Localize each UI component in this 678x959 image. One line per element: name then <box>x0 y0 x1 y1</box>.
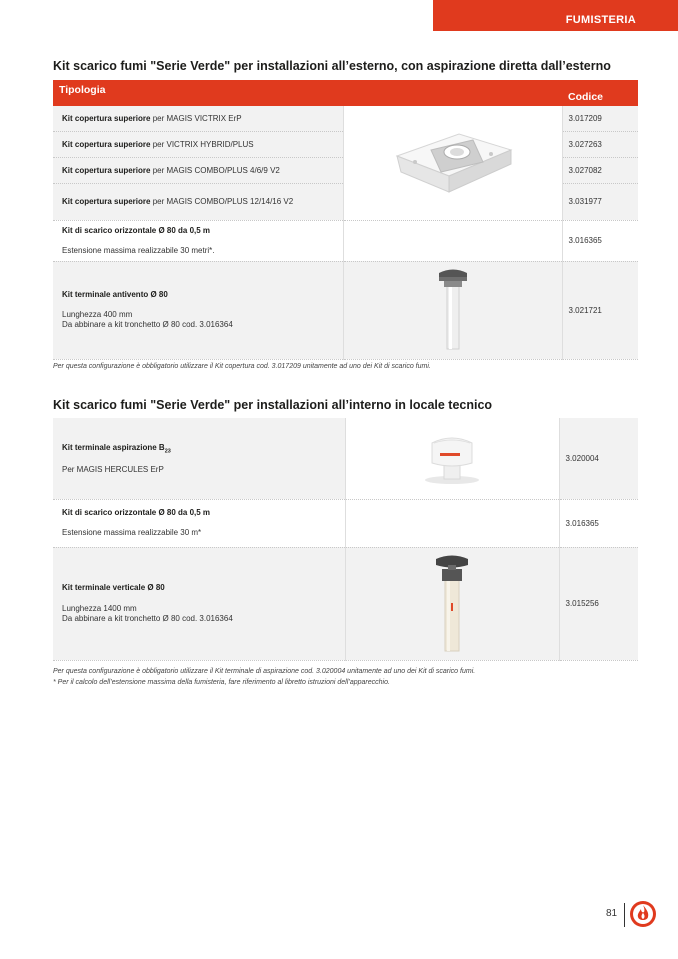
section1-note: Per questa configurazione è obbligatorio utilizzare il Kit copertura cod. 3.017209 unitamente ad uno dei Kit di scarico fumi. <box>53 363 431 370</box>
section-tab: FUMISTERIA <box>433 0 678 31</box>
product-name: Kit di scarico orizzontale Ø 80 da 0,5 m <box>62 225 211 235</box>
page-number: 81 <box>606 908 618 919</box>
product-name: Kit copertura superiore <box>62 165 151 175</box>
product-name: Kit copertura superiore <box>62 139 151 149</box>
product-name: Kit copertura superiore <box>62 113 151 123</box>
col-tipologia: Tipologia <box>53 80 343 106</box>
product-name: Kit terminale verticale Ø 80 <box>62 583 165 592</box>
product-desc: Estensione massima realizzabile 30 m* <box>62 528 202 537</box>
windproof-terminal-image <box>433 267 473 351</box>
section2-title: Kit scarico fumi "Serie Verde" per installazioni all’interno in locale tecnico <box>53 398 493 412</box>
product-code: 3.016365 <box>562 220 638 261</box>
section2-table <box>53 418 638 661</box>
section1-table <box>53 80 638 360</box>
product-code: 3.027263 <box>562 131 638 157</box>
product-name: Kit terminale aspirazione $B_{23}$ <box>62 442 171 455</box>
product-desc: Da abbinare a kit tronchetto Ø 80 cod. 3.016364 <box>62 614 233 623</box>
product-code: 3.020004 <box>559 418 638 499</box>
table-row <box>53 261 638 359</box>
product-desc: Estensione massima realizzabile 30 metri*. <box>62 245 215 255</box>
vertical-terminal-image <box>432 553 472 653</box>
product-image-cell <box>345 418 559 499</box>
section2-footnote: * Per il calcolo dell’estensione massima della fumisteria, fare riferimento al libretto istruzioni dell’apparecchio. <box>53 679 390 686</box>
product-code: 3.017209 <box>562 106 638 131</box>
product-desc: Lunghezza 1400 mm <box>62 604 137 613</box>
table-row <box>53 106 638 131</box>
product-code: 3.015256 <box>559 547 638 660</box>
product-desc: per MAGIS VICTRIX ErP <box>152 113 242 123</box>
product-code: 3.016365 <box>559 499 638 547</box>
table-header <box>53 80 638 106</box>
product-image-cell <box>343 261 562 359</box>
flame-logo-icon <box>629 900 657 928</box>
table-row <box>53 418 638 499</box>
top-cover-kit-image <box>387 126 519 198</box>
product-desc: per MAGIS COMBO/PLUS 4/6/9 V2 <box>152 165 280 175</box>
product-image-cell <box>343 106 562 220</box>
product-desc: Da abbinare a kit tronchetto Ø 80 cod. 3.016364 <box>62 320 233 329</box>
table-row <box>53 220 638 261</box>
product-code: 3.021721 <box>562 261 638 359</box>
product-desc: Lunghezza 400 mm <box>62 310 133 319</box>
product-image-cell <box>345 547 559 660</box>
product-desc: per MAGIS COMBO/PLUS 12/14/16 V2 <box>152 197 294 206</box>
product-name: Kit di scarico orizzontale Ø 80 da 0,5 m <box>62 508 211 517</box>
section2-note: Per questa configurazione è obbligatorio utilizzare il Kit terminale di aspirazione cod. 3.020004 unitamente ad uno dei Kit di scarico fumi. <box>53 668 476 675</box>
section1-title: Kit scarico fumi "Serie Verde" per installazioni all’esterno, con aspirazione diretta dall’esterno <box>53 59 611 73</box>
product-code: 3.027082 <box>562 157 638 183</box>
product-desc: Per MAGIS HERCULES ErP <box>62 464 164 474</box>
table-row <box>53 499 638 547</box>
product-name: Kit terminale antivento Ø 80 <box>62 290 168 299</box>
product-desc: per VICTRIX HYBRID/PLUS <box>152 139 254 149</box>
page-divider <box>624 903 625 927</box>
table-row <box>53 547 638 660</box>
intake-terminal-image <box>422 429 482 485</box>
product-name: Kit copertura superiore <box>62 197 151 206</box>
product-code: 3.031977 <box>562 183 638 220</box>
col-codice: Codice <box>562 80 638 106</box>
